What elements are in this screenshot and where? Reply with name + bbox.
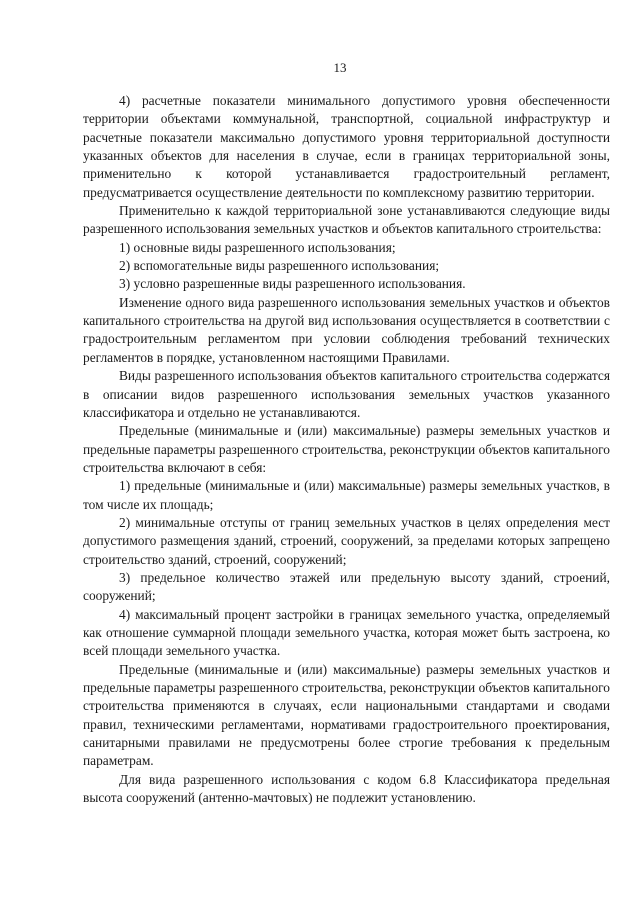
list-item-main-use-types: 1) основные виды разрешенного использования;	[119, 239, 396, 255]
paragraph-change-of-use: Изменение одного вида разрешенного использования земельных участков и объектов капитального строительства на другой вид использования осуществляется в соответствии с градостроительным регламентом при условии соблюдения требований технических регламентов в порядке, установленном настоящими Правилами.	[83, 294, 610, 365]
paragraph-use-types-intro: Применительно к каждой территориальной зоне устанавливаются следующие виды разрешенного использования земельных участков и объектов капитального строительства:	[83, 203, 610, 237]
list-item-minimum-setbacks: 2) минимальные отступы от границ земельных участков в целях определения мест допустимого размещения зданий, строений, сооружений, за пределами которых запрещено строительство зданий, строений, сооружений;	[83, 514, 610, 567]
paragraph-settlement-indicators: 4) расчетные показатели минимального допустимого уровня обеспеченности территории объектами коммунальной, транспортной, социальной инфраструктур и расчетные показатели максимально допустимого уровня территориальной доступности указанных объектов для населения в случае, если в границах территориальной зоны, применительно к которой устанавливается градостроительный регламент, предусматривается осуществление деятельности по комплексному развитию территории.	[83, 93, 610, 200]
list-item-floors-height: 3) предельное количество этажей или предельную высоту зданий, строений, сооружений;	[83, 569, 610, 604]
document-body	[83, 92, 610, 807]
paragraph-limit-parameters-application: Предельные (минимальные и (или) максимальные) размеры земельных участков и предельные параметры разрешенного строительства, реконструкции объектов капитального строительства применяются в случаях, если национальными стандартами и сводами правил, техническими регламентами, нормативами градостроительного проектирования, санитарными правилами не предусмотрены более строгие требования к предельным параметрам.	[83, 661, 610, 769]
paragraph-limit-parameters-intro: Предельные (минимальные и (или) максимальные) размеры земельных участков и предельные параметры разрешенного строительства, реконструкции объектов капитального строительства включают в себя:	[83, 423, 610, 475]
list-item-auxiliary-use-types: 2) вспомогательные виды разрешенного использования;	[119, 258, 440, 274]
list-item-conditional-use-types: 3) условно разрешенные виды разрешенного использования.	[119, 276, 466, 292]
paragraph-code-6-8-height: Для вида разрешенного использования с кодом 6.8 Классификатора предельная высота сооружений (антенно-мачтовых) не подлежит установлению.	[83, 771, 610, 806]
paragraph-classifier-note: Виды разрешенного использования объектов капитального строительства содержатся в описании видов разрешенного использования земельных участков указанного классификатора и отдельно не устанавливаются.	[83, 368, 610, 420]
list-item-max-coverage: 4) максимальный процент застройки в границах земельного участка, определяемый как отношение суммарной площади земельного участка, которая может быть застроена, ко всей площади земельного участка.	[83, 606, 610, 659]
page-number: 13	[333, 60, 347, 75]
list-item-plot-sizes: 1) предельные (минимальные и (или) максимальные) размеры земельных участков, в том числе их площадь;	[83, 478, 610, 512]
